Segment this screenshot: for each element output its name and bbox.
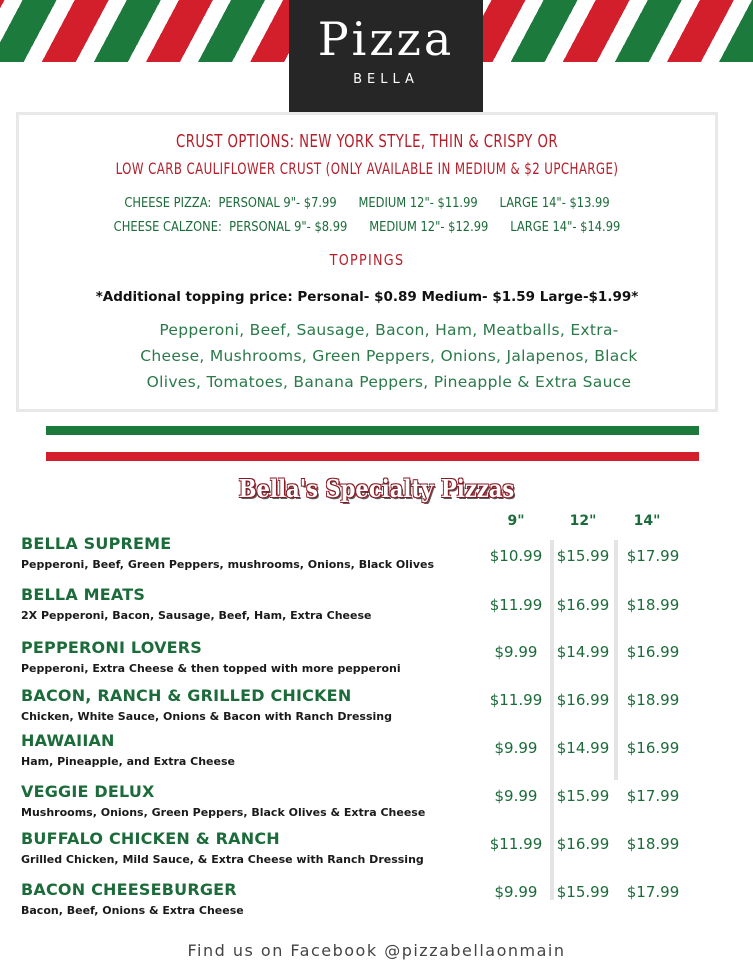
price-12: $16.99 bbox=[556, 596, 610, 614]
pizza-description: Grilled Chicken, Mild Sauce, & Extra Cheese with Ranch Dressing bbox=[21, 853, 424, 866]
price-14: $17.99 bbox=[626, 787, 680, 805]
price-9: $9.99 bbox=[494, 739, 538, 757]
pizza-description: Bacon, Beef, Onions & Extra Cheese bbox=[21, 904, 244, 917]
price-14: $16.99 bbox=[626, 643, 680, 661]
pizza-description: Mushrooms, Onions, Green Peppers, Black Olives & Extra Cheese bbox=[21, 806, 426, 819]
price-12: $15.99 bbox=[556, 883, 610, 901]
pizza-description: Pepperoni, Beef, Green Peppers, mushrooms, Onions, Black Olives bbox=[21, 558, 435, 571]
cheese-pizza-prices: CHEESE PIZZA: PERSONAL 9"- $7.99 MEDIUM 12"- $11.99 LARGE 14"- $13.99 bbox=[124, 195, 610, 211]
pizza-name: PEPPERONI LOVERS bbox=[21, 638, 203, 657]
pizza-name: BELLA MEATS bbox=[21, 585, 146, 604]
price-12: $15.99 bbox=[556, 547, 610, 565]
toppings-heading: TOPPINGS bbox=[329, 251, 405, 269]
price-12: $14.99 bbox=[556, 739, 610, 757]
logo-subtitle: BELLA bbox=[353, 72, 419, 87]
pizza-name: VEGGIE DELUX bbox=[21, 782, 155, 801]
specialty-pizzas-title: Bella's Specialty Pizzas bbox=[238, 474, 515, 503]
price-12: $14.99 bbox=[556, 643, 610, 661]
additional-topping-price: *Additional topping price: Personal- $0.89 Medium- $1.59 Large-$1.99* bbox=[95, 289, 639, 305]
size-header-12: 12" bbox=[569, 513, 597, 529]
pizza-bella-logo bbox=[289, 0, 483, 114]
facebook-footer: Find us on Facebook @pizzabellaonmain bbox=[187, 941, 566, 960]
logo-title: Pizza bbox=[317, 12, 455, 66]
price-12: $16.99 bbox=[556, 835, 610, 853]
size-header-9: 9" bbox=[507, 513, 525, 529]
price-9: $9.99 bbox=[494, 787, 538, 805]
price-12: $16.99 bbox=[556, 691, 610, 709]
price-9: $11.99 bbox=[489, 596, 543, 614]
cheese-calzone-prices: CHEESE CALZONE: PERSONAL 9"- $8.99 MEDIUM 12"- $12.99 LARGE 14"- $14.99 bbox=[113, 219, 621, 235]
pizza-description: Ham, Pineapple, and Extra Cheese bbox=[21, 755, 235, 768]
crust-options-box bbox=[16, 112, 718, 412]
pizza-name: BUFFALO CHICKEN & RANCH bbox=[21, 829, 280, 848]
toppings-list: Pepperoni, Beef, Sausage, Bacon, Ham, Meatballs, Extra-Cheese, Mushrooms, Green Peppers, Onions, Jalapenos, Black Olives, Tomatoes, Banana Peppers, Pineapple & Extra Sauce bbox=[140, 321, 638, 391]
pizza-name: BACON CHEESEBURGER bbox=[21, 880, 237, 899]
price-14: $17.99 bbox=[626, 883, 680, 901]
crust-options-heading: CRUST OPTIONS: NEW YORK STYLE, THIN & CRISPY OR bbox=[176, 131, 558, 152]
price-14: $16.99 bbox=[626, 739, 680, 757]
red-divider-bar bbox=[46, 452, 699, 461]
price-9: $9.99 bbox=[494, 643, 538, 661]
pizza-description: Chicken, White Sauce, Onions & Bacon with Ranch Dressing bbox=[21, 710, 392, 723]
price-14: $18.99 bbox=[626, 596, 680, 614]
price-14: $18.99 bbox=[626, 691, 680, 709]
size-header-14: 14" bbox=[633, 513, 661, 529]
cauliflower-crust-note: LOW CARB CAULIFLOWER CRUST (ONLY AVAILABLE IN MEDIUM & $2 UPCHARGE) bbox=[115, 159, 619, 178]
pizza-description: Pepperoni, Extra Cheese & then topped with more pepperoni bbox=[21, 662, 401, 675]
price-9: $11.99 bbox=[489, 835, 543, 853]
pizza-description: 2X Pepperoni, Bacon, Sausage, Beef, Ham, Extra Cheese bbox=[21, 609, 372, 622]
price-12: $15.99 bbox=[556, 787, 610, 805]
price-9: $11.99 bbox=[489, 691, 543, 709]
price-14: $17.99 bbox=[626, 547, 680, 565]
price-9: $9.99 bbox=[494, 883, 538, 901]
pizza-name: HAWAIIAN bbox=[21, 731, 115, 750]
pizza-name: BELLA SUPREME bbox=[21, 534, 172, 553]
price-14: $18.99 bbox=[626, 835, 680, 853]
price-9: $10.99 bbox=[489, 547, 543, 565]
pizza-name: BACON, RANCH & GRILLED CHICKEN bbox=[21, 686, 352, 705]
green-divider-bar bbox=[46, 426, 699, 435]
